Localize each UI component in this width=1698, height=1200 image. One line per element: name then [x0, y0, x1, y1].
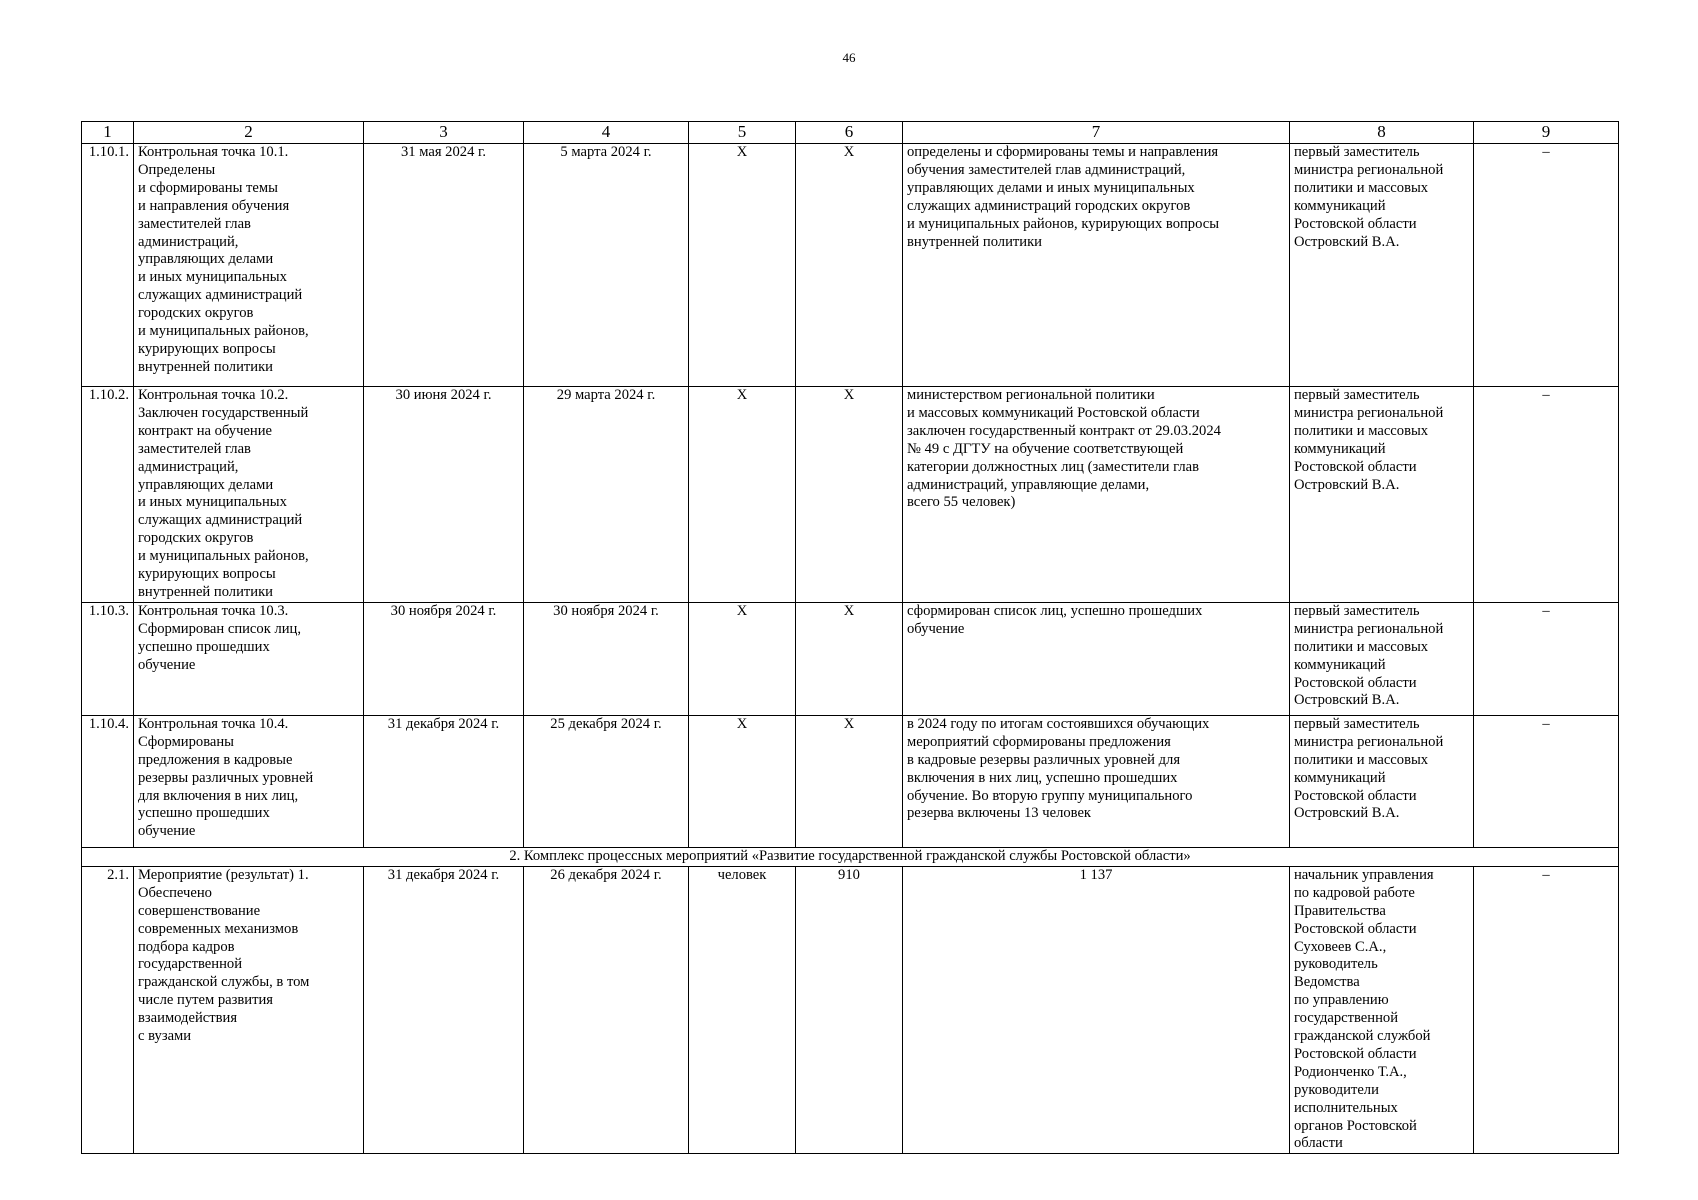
table-row: [82, 387, 1619, 603]
row-name: Контрольная точка 10.4. Сформированы предложения в кадровые резервы различных уровней для включения в них лиц, успешно прошедших обучение: [134, 715, 364, 847]
row-number: 1.10.2.: [82, 387, 134, 603]
row-number: 1.10.1.: [82, 144, 134, 387]
row-number: 1.10.4.: [82, 715, 134, 847]
row-number: 2.1.: [82, 866, 134, 1154]
row-col6: Х: [796, 602, 903, 715]
header-col-4: 4: [524, 122, 689, 144]
report-table: [81, 121, 1619, 1154]
row-col9: –: [1474, 387, 1619, 603]
header-col-3: 3: [364, 122, 524, 144]
header-col-6: 6: [796, 122, 903, 144]
row-plan-date: 30 ноября 2024 г.: [364, 602, 524, 715]
row-responsible: первый заместитель министра региональной политики и массовых коммуникаций Ростовской области Островский В.А.: [1290, 602, 1474, 715]
page-number: 46: [842, 50, 856, 65]
row-result: в 2024 году по итогам состоявшихся обучающих мероприятий сформированы предложения в кадровые резервы различных уровней для включения в них лиц, успешно прошедших обучение. Во вторую группу муниципального резерва включены 13 человек: [903, 715, 1290, 847]
table-row: [82, 144, 1619, 387]
row-col5: Х: [689, 387, 796, 603]
section-title: 2. Комплекс процессных мероприятий «Развитие государственной гражданской службы Ростовской области»: [82, 847, 1619, 866]
row-number: 1.10.3.: [82, 602, 134, 715]
header-col-9: 9: [1474, 122, 1619, 144]
row-col5: Х: [689, 715, 796, 847]
row-name: Контрольная точка 10.1. Определены и сформированы темы и направления обучения заместителей глав администраций, управляющих делами и иных муниципальных служащих администраций городских округов и муниципальных районов, курирующих вопросы внутренней политики: [134, 144, 364, 387]
row-fact-date: 5 марта 2024 г.: [524, 144, 689, 387]
row-responsible: первый заместитель министра региональной политики и массовых коммуникаций Ростовской области Островский В.А.: [1290, 144, 1474, 387]
row-name: Контрольная точка 10.2. Заключен государственный контракт на обучение заместителей глав администраций, управляющих делами и иных муниципальных служащих администраций городских округов и муниципальных районов, курирующих вопросы внутренней политики: [134, 387, 364, 603]
row-col6: Х: [796, 144, 903, 387]
row-plan-date: 31 декабря 2024 г.: [364, 715, 524, 847]
header-col-7: 7: [903, 122, 1290, 144]
row-result: министерством региональной политики и массовых коммуникаций Ростовской области заключен государственный контракт от 29.03.2024 № 49 с ДГТУ на обучение соответствующей категории должностных лиц (заместители глав администраций, управляющие делами, всего 55 человек): [903, 387, 1290, 603]
header-col-1: 1: [82, 122, 134, 144]
row-plan-date: 31 декабря 2024 г.: [364, 866, 524, 1154]
table-row: [82, 602, 1619, 715]
header-col-8: 8: [1290, 122, 1474, 144]
row-fact-date: 25 декабря 2024 г.: [524, 715, 689, 847]
table-row: [82, 866, 1619, 1154]
row-col6: Х: [796, 387, 903, 603]
row-col9: –: [1474, 144, 1619, 387]
header-col-5: 5: [689, 122, 796, 144]
row-plan-date: 30 июня 2024 г.: [364, 387, 524, 603]
row-result: 1 137: [903, 866, 1290, 1154]
row-name: Контрольная точка 10.3. Сформирован список лиц, успешно прошедших обучение: [134, 602, 364, 715]
header-col-2: 2: [134, 122, 364, 144]
row-result: определены и сформированы темы и направления обучения заместителей глав администраций, управляющих делами и иных муниципальных служащих администраций городских округов и муниципальных районов, курирующих вопросы внутренней политики: [903, 144, 1290, 387]
row-fact-date: 30 ноября 2024 г.: [524, 602, 689, 715]
row-col5: человек: [689, 866, 796, 1154]
section-row: [82, 847, 1619, 866]
row-responsible: первый заместитель министра региональной политики и массовых коммуникаций Ростовской области Островский В.А.: [1290, 715, 1474, 847]
row-col9: –: [1474, 715, 1619, 847]
row-name: Мероприятие (результат) 1. Обеспечено совершенствование современных механизмов подбора кадров государственной гражданской службы, в том числе путем развития взаимодействия с вузами: [134, 866, 364, 1154]
row-col5: Х: [689, 144, 796, 387]
table-header-row: [82, 122, 1619, 144]
row-col9: –: [1474, 602, 1619, 715]
row-fact-date: 29 марта 2024 г.: [524, 387, 689, 603]
row-col6: Х: [796, 715, 903, 847]
row-col6: 910: [796, 866, 903, 1154]
row-col5: Х: [689, 602, 796, 715]
table-row: [82, 715, 1619, 847]
row-col9: –: [1474, 866, 1619, 1154]
row-responsible: первый заместитель министра региональной политики и массовых коммуникаций Ростовской области Островский В.А.: [1290, 387, 1474, 603]
row-fact-date: 26 декабря 2024 г.: [524, 866, 689, 1154]
row-responsible: начальник управления по кадровой работе Правительства Ростовской области Суховеев С.А., руководитель Ведомства по управлению государственной гражданской службой Ростовской области Родионченко Т.А., руководители исполнительных органов Ростовской области: [1290, 866, 1474, 1154]
row-result: сформирован список лиц, успешно прошедших обучение: [903, 602, 1290, 715]
row-plan-date: 31 мая 2024 г.: [364, 144, 524, 387]
